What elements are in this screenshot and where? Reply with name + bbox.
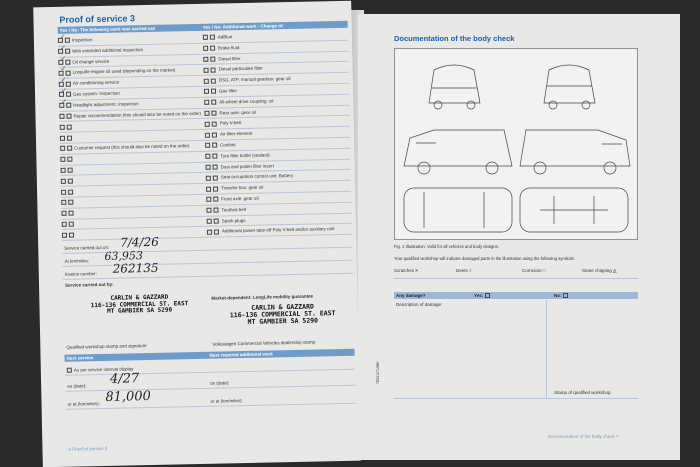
left-item-label: Inspection: [71, 37, 93, 43]
stamp-caption-left: Qualified workshop stamp and signature: [66, 343, 147, 350]
right-item-label: Brake fluid: [218, 44, 240, 51]
check-mark-icon: ✓: [60, 66, 67, 74]
right-no-checkbox[interactable]: [213, 186, 218, 191]
km-label: At km/miles:: [64, 258, 90, 264]
scratches-label: Scratches: [394, 268, 415, 273]
stamp-caption-right: Volkswagen Commercial Vehicles dealership stamp: [212, 339, 316, 347]
check-mark-icon: ✓: [60, 76, 67, 85]
next-km-row: [65, 391, 355, 410]
left-item-label: Customer request (this should also be noted on the order): [74, 143, 190, 151]
right-yes-checkbox[interactable]: [205, 154, 210, 159]
check-mark-icon: ✓: [60, 44, 67, 52]
right-yes-checkbox[interactable]: [204, 100, 209, 105]
right-item-label: Additional power take-off Poly V-belt and/or auxiliary unit: [221, 226, 335, 234]
right-item-label: Diesel particulate filter: [218, 65, 263, 72]
corrosion-label: Corrosion: [522, 268, 542, 273]
right-no-checkbox[interactable]: [211, 67, 216, 72]
right-no-checkbox[interactable]: [213, 164, 218, 169]
damage-question: Any damage?: [396, 293, 426, 298]
col-left-header: Yes / No: The following work was carried out: [59, 25, 156, 33]
right-no-checkbox[interactable]: [211, 89, 216, 94]
left-item-label: Air conditioning service: [72, 79, 120, 86]
right-yes-checkbox[interactable]: [206, 197, 211, 202]
market-label: Market-dependent: LongLife mobility guarantee: [211, 293, 314, 301]
right-yes-checkbox[interactable]: [206, 186, 211, 191]
right-item-label: Transfer box: gear oil: [220, 184, 264, 191]
right-yes-checkbox[interactable]: [205, 132, 210, 137]
left-item-label: Gas system: Inspection: [72, 90, 120, 97]
invoice-label: Invoice number:: [64, 271, 97, 277]
right-item-label: Air filter element: [219, 131, 253, 137]
damage-question-bar: [394, 292, 638, 299]
right-yes-checkbox[interactable]: [207, 219, 212, 224]
service-on-label: Service carried out on:: [64, 244, 110, 251]
description-label: Description of damage:: [396, 302, 443, 307]
left-yes-checkbox[interactable]: [60, 146, 65, 151]
left-no-checkbox[interactable]: [68, 178, 73, 183]
left-yes-checkbox[interactable]: [59, 114, 64, 119]
page-title: Proof of service 3: [59, 13, 136, 25]
right-yes-checkbox[interactable]: [203, 46, 208, 51]
right-item-label: Rear axle: gear oil: [219, 109, 257, 116]
right-item-label: Toothed belt: [221, 206, 247, 213]
or-km-label2: or at (km/miles):: [210, 398, 243, 404]
left-item-label: Long-life engine oil used (depending on the market): [72, 67, 176, 75]
yes-label: Yes:: [474, 293, 484, 298]
on-date-value[interactable]: 4/27: [109, 371, 140, 387]
left-yes-checkbox[interactable]: [62, 232, 67, 237]
left-no-checkbox[interactable]: [67, 146, 72, 151]
stone-chipping-label: Stone chipping: [582, 268, 612, 273]
yes-checkbox[interactable]: [485, 293, 490, 298]
left-yes-checkbox[interactable]: [61, 211, 66, 216]
right-no-checkbox[interactable]: [212, 143, 217, 148]
check-mark-icon: ✓: [60, 87, 67, 95]
left-no-checkbox[interactable]: [69, 221, 74, 226]
left-no-checkbox[interactable]: [68, 167, 73, 172]
left-item-label: Repair recommendation (this should also be noted on the order): [73, 110, 202, 119]
stamp-label: Stamp of qualified workshop: [554, 390, 611, 395]
right-yes-checkbox[interactable]: [206, 208, 211, 213]
stamp-line3: MT GAMBIER SA 5290: [247, 316, 319, 327]
right-no-checkbox[interactable]: [210, 46, 215, 51]
left-yes-checkbox[interactable]: [62, 222, 67, 227]
right-no-checkbox[interactable]: [212, 154, 217, 159]
right-item-label: Coolant: [220, 142, 236, 148]
right-yes-checkbox[interactable]: [204, 89, 209, 94]
left-yes-checkbox[interactable]: [61, 168, 66, 173]
next-service-header: Next service: [66, 355, 94, 361]
right-yes-checkbox[interactable]: [205, 143, 210, 148]
no-label: No:: [554, 293, 562, 298]
right-no-checkbox[interactable]: [210, 35, 215, 40]
interval-checkbox[interactable]: [67, 368, 72, 373]
dent-symbol: ○: [469, 268, 472, 273]
left-item-label: Headlight adjustment: Inspection: [73, 100, 139, 108]
left-no-checkbox[interactable]: [68, 211, 73, 216]
doc-code: 7E0012716BE: [376, 361, 380, 384]
left-no-checkbox[interactable]: [67, 124, 72, 129]
right-item-label: AdBlue: [217, 34, 233, 40]
figure-caption: Fig. 1 Illustration. Valid for all vehicles and body designs.: [394, 244, 499, 249]
right-no-checkbox[interactable]: [211, 100, 216, 105]
right-footer: Documentation of the body check 7: [548, 434, 619, 439]
col-right-header: Yes / No: Additional work - Change of:: [202, 23, 285, 30]
right-item-label: Spark plugs: [221, 217, 246, 224]
left-footer: 6 Proof of service 3: [68, 445, 108, 452]
body-check-title: Documentation of the body check: [394, 34, 515, 43]
scratch-symbol: ×: [415, 268, 418, 273]
or-km-value[interactable]: 81,000: [105, 389, 152, 405]
damage-description-area[interactable]: [394, 300, 638, 399]
right-page: [358, 14, 680, 460]
left-no-checkbox[interactable]: [68, 200, 73, 205]
right-no-checkbox[interactable]: [214, 218, 219, 223]
stamp-line2: 116-136 COMMERCIAL ST. EAST: [90, 299, 189, 309]
right-item-label: Seat occupation control unit: Battery: [220, 173, 294, 180]
next-work-header: Next required additional work: [209, 351, 273, 358]
left-yes-checkbox[interactable]: [61, 200, 66, 205]
right-no-checkbox[interactable]: [210, 56, 215, 61]
left-page: [33, 1, 361, 467]
left-no-checkbox[interactable]: [67, 135, 72, 140]
carried-by-label: Service carried out by:: [64, 281, 114, 288]
stone-chip-symbol: △: [613, 268, 617, 273]
workshop-stamp-right: [218, 303, 348, 327]
right-yes-checkbox[interactable]: [204, 78, 209, 83]
right-item-label: All-wheel drive coupling: oil: [219, 98, 274, 105]
left-yes-checkbox[interactable]: [61, 189, 66, 194]
check-mark-icon: ✓: [60, 55, 67, 63]
stamp-line1: CARLIN & GAZZARD: [110, 293, 169, 302]
dents-label: Dents: [456, 268, 468, 273]
stamp-line3: MT GAMBIER SA 5290: [107, 306, 173, 316]
service-on-value[interactable]: 7/4/26: [120, 234, 159, 250]
symbol-legend: [394, 264, 638, 279]
right-item-label: Diesel filter: [218, 55, 241, 62]
workshop-stamp-left: [79, 294, 199, 316]
right-item-label: Tyre filler bottle (sealant): [220, 152, 270, 159]
check-mark-icon: ✓: [61, 98, 68, 106]
check-mark-icon: ✓: [59, 33, 66, 41]
on-date-label2: on (date):: [210, 380, 230, 386]
right-no-checkbox[interactable]: [211, 78, 216, 83]
stamp-line2: 116-136 COMMERCIAL ST. EAST: [229, 309, 336, 320]
right-no-checkbox[interactable]: [213, 175, 218, 180]
right-yes-checkbox[interactable]: [206, 175, 211, 180]
corrosion-symbol: □: [542, 268, 546, 273]
left-item-label: Oil change service: [72, 58, 110, 65]
right-no-checkbox[interactable]: [213, 197, 218, 202]
right-no-checkbox[interactable]: [212, 132, 217, 137]
right-no-checkbox[interactable]: [211, 110, 216, 115]
left-no-checkbox[interactable]: [69, 232, 74, 237]
right-yes-checkbox[interactable]: [203, 35, 208, 40]
right-no-checkbox[interactable]: [213, 208, 218, 213]
no-checkbox[interactable]: [563, 293, 568, 298]
right-yes-checkbox[interactable]: [204, 111, 209, 116]
right-item-label: DSG, ATF, manual gearbox: gear oil: [218, 76, 291, 83]
left-no-checkbox[interactable]: [66, 114, 71, 119]
left-no-checkbox[interactable]: [68, 189, 73, 194]
right-yes-checkbox[interactable]: [203, 57, 208, 62]
vehicle-diagram[interactable]: [394, 48, 638, 240]
right-no-checkbox[interactable]: [214, 229, 219, 234]
interval-label: As per service interval display: [73, 366, 134, 373]
left-no-checkbox[interactable]: [67, 157, 72, 162]
left-item-label: With extended additional inspection: [72, 46, 143, 54]
left-yes-checkbox[interactable]: [60, 135, 65, 140]
or-km-label: or at (km/miles):: [67, 401, 100, 407]
left-yes-checkbox[interactable]: [61, 178, 66, 183]
right-no-checkbox[interactable]: [212, 121, 217, 126]
right-yes-checkbox[interactable]: [206, 165, 211, 170]
km-value[interactable]: 63,953: [104, 249, 144, 263]
right-item-label: Poly V-belt: [219, 120, 242, 126]
on-date-label: on (date):: [67, 383, 87, 389]
right-yes-checkbox[interactable]: [205, 121, 210, 126]
stamp-line1: CARLIN & GAZZARD: [251, 302, 314, 312]
right-yes-checkbox[interactable]: [204, 67, 209, 72]
left-yes-checkbox[interactable]: [60, 157, 65, 162]
symbols-intro: Your qualified workshop will indicate damaged parts in the illustration using the following symbols:: [394, 256, 575, 261]
column-divider: [546, 300, 547, 398]
left-yes-checkbox[interactable]: [60, 124, 65, 129]
right-item-label: Dust and pollen filter insert: [220, 162, 274, 170]
invoice-value[interactable]: 262135: [112, 260, 159, 276]
right-item-label: Gas filter: [218, 88, 238, 94]
right-yes-checkbox[interactable]: [207, 229, 212, 234]
right-item-label: Front axle: gear oil: [221, 195, 259, 202]
